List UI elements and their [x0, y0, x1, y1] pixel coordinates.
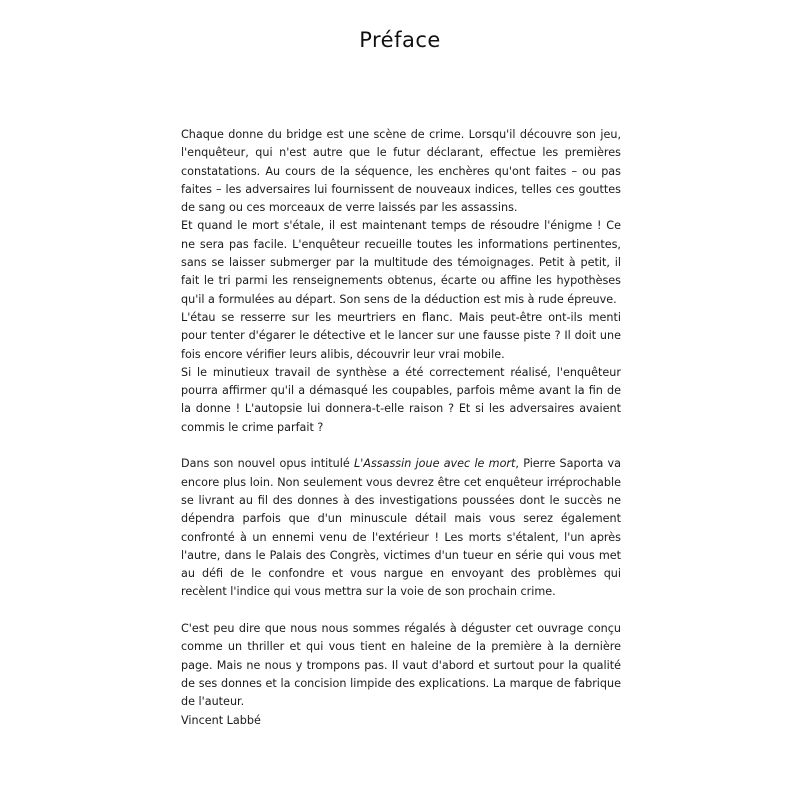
signature: Vincent Labbé: [181, 713, 261, 727]
book-title: L'Assassin joue avec le mort: [353, 457, 516, 471]
paragraph-alibis: L'étau se resserre sur les meurtriers en flanc. Mais peut-être ont-ils menti pour tenter d'égarer le détective et le lancer sur une fausse piste ? Il doit une fois encore vérifier leurs alibis, découvrir leur vrai mobile.: [181, 310, 621, 361]
page-title: Préface: [359, 28, 441, 52]
paragraph-opus: [181, 455, 621, 601]
opus-text-before: Dans son nouvel opus intitulé: [181, 457, 354, 471]
opus-text-after: , Pierre Saporta va encore plus loin. Non seulement vous devrez être cet enquêteur irréprochable se livrant au fil des donnes à des investigations poussées dont le succès ne dépendra parfois que d'un minuscule détail mais vous serez également confronté à un ennemi venu de l'extérieur ! Les morts s'étalent, l'un après l'autre, dans le Palais des Congrès, victimes d'un tueur en série qui vous met au défi de le confondre et vous nargue en envoyant des problèmes qui recèlent l'indice qui vous mettra sur la voie de son prochain crime.: [181, 457, 622, 599]
paragraph-enigma: Et quand le mort s'étale, il est maintenant temps de résoudre l'énigme ! Ce ne sera pas facile. L'enquêteur recueille toutes les informations pertinentes, sans se laisser submerger par la multitude des témoignages. Petit à petit, il fait le tri parmi les renseignements obtenus, écarte ou affine les hypothèses qu'il a formulées au départ. Son sens de la déduction est mis à rude épreuve.: [181, 219, 621, 306]
paragraph-synthesis: Si le minutieux travail de synthèse a été correctement réalisé, l'enquêteur pourra affirmer qu'il a démasqué les coupables, parfois même avant la fin de la donne ! L'autopsie lui donnera-t-elle raison ? Et si les adversaires avaient commis le crime parfait ?: [181, 365, 621, 434]
paragraph-closing: C'est peu dire que nous nous sommes régalés à déguster cet ouvrage conçu comme un thriller et qui vous tient en haleine de la première à la dernière page. Mais ne nous y trompons pas. Il vaut d'abord et surtout pour la qualité de ses donnes et la concision limpide des explications. La marque de fabrique de l'auteur.: [181, 622, 621, 709]
paragraph-crime-scene: Chaque donne du bridge est une scène de crime. Lorsqu'il découvre son jeu, l'enquêteur, qui n'est autre que le futur déclarant, effectue les premières constatations. Au cours de la séquence, les enchères qu'ont faites – ou pas faites – les adversaires lui fournissent de nouveaux indices, telles ces gouttes de sang ou ces morceaux de verre laissés par les assassins.: [181, 128, 621, 215]
preface-body: [181, 126, 621, 730]
